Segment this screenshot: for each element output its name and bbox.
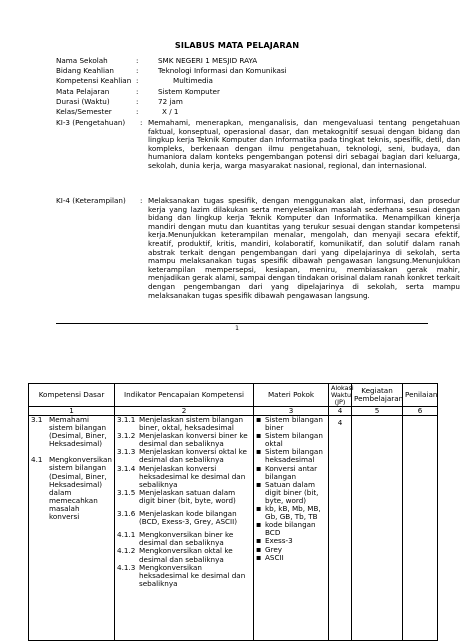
meta-colon: : [136, 107, 139, 117]
bullet-icon [256, 465, 265, 481]
materi-item: ▪ Sistem bilangan oktal [256, 432, 326, 448]
kd-cell [29, 416, 115, 641]
materi-item: ▪ kode bilangan BCD [256, 521, 326, 537]
column-number: 1 [29, 407, 115, 416]
materi-item: ▪ ASCII [256, 554, 326, 562]
meta-value: X / 1 [162, 107, 179, 117]
bullet-icon [256, 521, 265, 537]
kd-item: 4.1 Mengkonversikan sistem bilangan (Desimal, Biner, Heksadesimal) dalam memecahkan masalah konversi [31, 455, 112, 522]
materi-item: ▪ kb, kB, Mb, MB, Gb, GB, Tb, TB [256, 505, 326, 521]
materi-item: ▪ Sistem bilangan heksadesimal [256, 448, 326, 464]
column-number: 6 [403, 407, 438, 416]
page-number: 1 [235, 325, 239, 332]
materi-item: ▪ Exess-3 [256, 537, 326, 545]
meta-colon: : [136, 96, 139, 106]
meta-colon: : [136, 86, 139, 96]
indikator-item: 3.1.2 Menjelaskan konversi biner ke desimal dan sebaliknya [117, 431, 248, 449]
syllabus-meta [56, 56, 287, 117]
table-header-row [29, 384, 438, 407]
meta-colon: : [136, 76, 139, 86]
column-number: 3 [254, 407, 329, 416]
meta-row-school [56, 56, 287, 66]
materi-item: ▪ Satuan dalam digit biner (bit, byte, word) [256, 481, 326, 505]
meta-value: Teknologi Informasi dan Komunikasi [158, 66, 287, 76]
ki3-colon: : [140, 118, 143, 127]
bullet-icon [256, 432, 265, 448]
indikator-item: 4.1.2 Mengkonversikan oktal ke desimal dan sebaliknya [117, 546, 233, 564]
header-cell: Indikator Pencapaian Kompetensi [115, 384, 254, 407]
kegiatan-cell [352, 416, 403, 641]
bullet-icon [256, 554, 265, 562]
meta-row-field [56, 66, 287, 76]
ki3-text: Memahami, menerapkan, menganalisis, dan mengevaluasi tentang pengetahuan faktual, konseptual, operasional dasar, dan metakognitif sesuai dengan bidang dan lingkup kerja Teknik Komputer dan Informatika pada tingkat teknis, spesifik, detil, dan kompleks, berkenaan dengan ilmu pengetahuan, teknologi, seni, budaya, dan humaniora dalam konteks pengembangan potensi diri sebagai bagian dari keluarga, sekolah, dunia kerja, warga masyarakat nasional, regional, dan internasional. [148, 118, 460, 170]
indikator-item: 3.1.6 Menjelaskan kode bilangan (BCD, Exess-3, Grey, ASCII) [117, 509, 238, 527]
bullet-icon [256, 448, 265, 464]
indikator-item: 3.1.1 Menjelaskan sistem bilangan biner, oktal, heksadesimal [117, 416, 244, 433]
alokasi-cell: 4 [329, 416, 352, 641]
meta-value: Sistem Komputer [158, 86, 220, 96]
ki3-block [56, 119, 460, 171]
meta-colon: : [136, 56, 139, 65]
kd-item: 3.1 Memahami sistem bilangan (Desimal, Biner, Heksadesimal) [31, 416, 107, 449]
ki3-label: KI-3 (Pengetahuan) [56, 118, 126, 127]
column-number: 4 [329, 407, 352, 416]
meta-label: Durasi (Waktu) [56, 96, 110, 106]
penilaian-cell [403, 416, 438, 641]
bullet-icon [256, 505, 265, 521]
meta-row-duration [56, 97, 287, 107]
materi-cell [254, 416, 329, 641]
syllabus-table [28, 383, 438, 641]
document-title: SILABUS MATA PELAJARAN [174, 40, 300, 50]
meta-value: SMK NEGERI 1 MESJID RAYA [158, 56, 258, 65]
bullet-icon [256, 481, 265, 505]
materi-item: ▪ Grey [256, 546, 326, 554]
meta-label: Nama Sekolah [56, 56, 108, 65]
ki4-colon: : [140, 196, 143, 205]
indikator-item: 4.1.1 Mengkonversikan biner ke desimal dan sebaliknya [117, 530, 234, 548]
materi-item: ▪ Konversi antar bilangan [256, 465, 326, 481]
header-cell: Kegiatan Pembelajaran [352, 384, 403, 407]
table-row [29, 416, 438, 641]
meta-value: 72 jam [158, 96, 183, 106]
meta-label: Kompetensi Keahlian [56, 76, 132, 86]
ki4-block [56, 197, 460, 300]
header-cell: Penilaian [403, 384, 438, 407]
column-number: 5 [352, 407, 403, 416]
meta-row-competency [56, 76, 287, 86]
indikator-item: 3.1.3 Menjelaskan konversi oktal ke desimal dan sebaliknya [117, 447, 247, 465]
meta-colon: : [136, 66, 139, 76]
ki4-label: KI-4 (Keterampilan) [56, 196, 126, 205]
page-divider [56, 323, 428, 324]
meta-label: Mata Pelajaran [56, 86, 110, 96]
header-cell: Materi Pokok [254, 384, 329, 407]
header-cell: Kompetensi Dasar [29, 384, 115, 407]
indikator-cell [115, 416, 254, 641]
indikator-item: 3.1.4 Menjelaskan konversi heksadesimal ke desimal dan sebaliknya [117, 463, 246, 489]
meta-row-subject [56, 87, 287, 97]
meta-label: Kelas/Semester [56, 107, 112, 117]
meta-value: Multimedia [173, 76, 213, 86]
ki4-text: Melaksanakan tugas spesifik, dengan menggunakan alat, informasi, dan prosedur kerja yang lazim dilakukan serta menyelesaikan masalah sederhana sesuai dengan bidang dan lingkup kerja Teknik Komputer dan Informatika. Menampilkan kinerja mandiri dengan mutu dan kuantitas yang terukur sesuai dengan standar kompetensi kerja.Menunjukkan keterampilan menalar, mengolah, dan menyaji secara efektif, kreatif, produktif, kritis, mandiri, kolaboratif, komunikatif, dan solutif dalam ranah abstrak terkait dengan pengembangan dari yang dipelajarinya di sekolah, serta mampu melaksanakan tugas spesifik dibawah pengawasan langsung.Menunjukkan keterampilan mempersepsi, kesiapan, meniru, membiasakan gerak mahir, menjadikan gerak alami, sampai dengan tindakan orisinal dalam ranah konkret terkait dengan pengembangan dari yang dipelajarinya di sekolah, serta mampu melaksanakan tugas spesifik dibawah pengawasan langsung. [148, 196, 460, 300]
bullet-icon [256, 416, 265, 432]
header-cell: Alokasi Waktu (JP) [329, 384, 352, 407]
column-number: 2 [115, 407, 254, 416]
meta-label: Bidang Keahlian [56, 66, 114, 76]
meta-row-class [56, 107, 287, 117]
materi-item: ▪ Sistem bilangan biner [256, 416, 326, 432]
column-number-row [29, 407, 438, 416]
indikator-item: 4.1.3 Mengkonversikan heksadesimal ke desimal dan sebaliknya [117, 562, 246, 588]
indikator-item: 3.1.5 Menjelaskan satuan dalam digit biner (bit, byte, word) [117, 487, 236, 505]
